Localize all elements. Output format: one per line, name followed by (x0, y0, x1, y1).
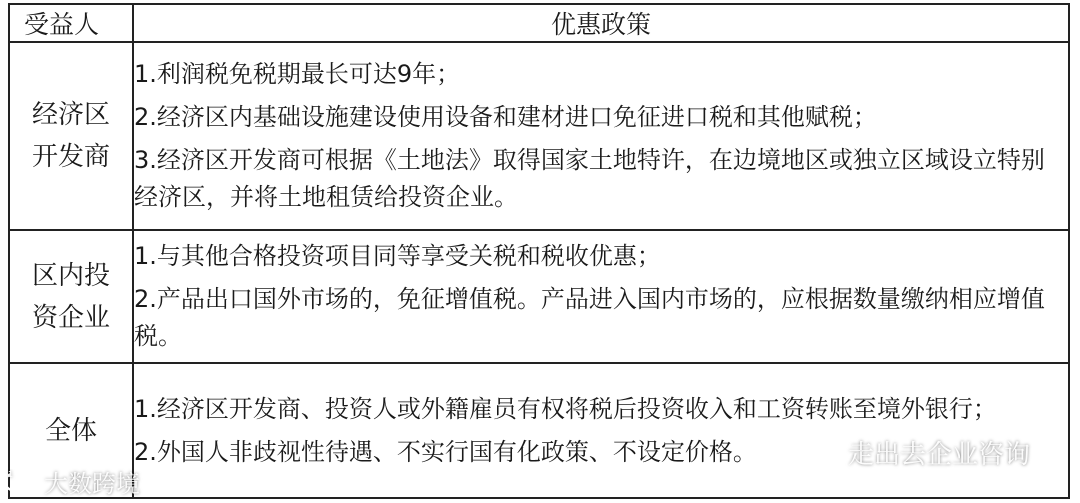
header-beneficiary: 受益人 (9, 4, 133, 42)
policy-item: 2.经济区内基础设施建设使用设备和建材进口免征进口税和其他赋税； (134, 103, 877, 131)
watermark-right (798, 434, 1030, 471)
policy-item: 1.与其他合格投资项目同等享受关税和税收优惠； (134, 242, 661, 270)
table-header-row (9, 4, 1069, 42)
header-policy: 优惠政策 (133, 4, 1069, 42)
policy-item: 2.产品出口国外市场的，免征增值税。产品进入国内市场的，应根据数量缴纳相应增值税。 (134, 285, 1045, 350)
policy-item: 1.利润税免税期最长可达9年； (134, 60, 461, 88)
table-row (9, 230, 1069, 363)
beneficiary-line: 资企业 (31, 302, 110, 333)
beneficiary-cell (9, 42, 133, 230)
wechat-icon (798, 436, 838, 470)
policy-item: 3.经济区开发商可根据《土地法》取得国家土地特许，在边境地区或独立区域设立特别经济区，并将土地租赁给投资企业。 (134, 146, 1045, 211)
policy-item: 2.外国人非歧视性待遇、不实行国有化政策、不设定价格。 (134, 437, 757, 466)
watermark-left (4, 464, 140, 499)
watermark-left-text: 大数跨境 (44, 470, 140, 498)
beneficiary-line: 全体 (44, 415, 97, 446)
beneficiary-line: 区内投 (31, 260, 110, 291)
dashuju-logo-icon (4, 469, 38, 495)
beneficiary-line: 开发商 (31, 142, 110, 172)
policy-table (8, 3, 1070, 499)
policy-item: 1.经济区开发商、投资人或外籍雇员有权将税后投资收入和工资转账至境外银行； (134, 394, 997, 423)
svg-text:1: 1 (8, 469, 14, 479)
beneficiary-cell (9, 230, 133, 363)
table-row (9, 363, 1069, 498)
policy-cell (133, 363, 1069, 498)
watermark-right-text: 走出去企业咨询 (848, 440, 1031, 470)
table-row (9, 42, 1069, 230)
policy-cell (133, 42, 1069, 230)
beneficiary-line: 经济区 (31, 100, 110, 130)
policy-cell (133, 230, 1069, 363)
